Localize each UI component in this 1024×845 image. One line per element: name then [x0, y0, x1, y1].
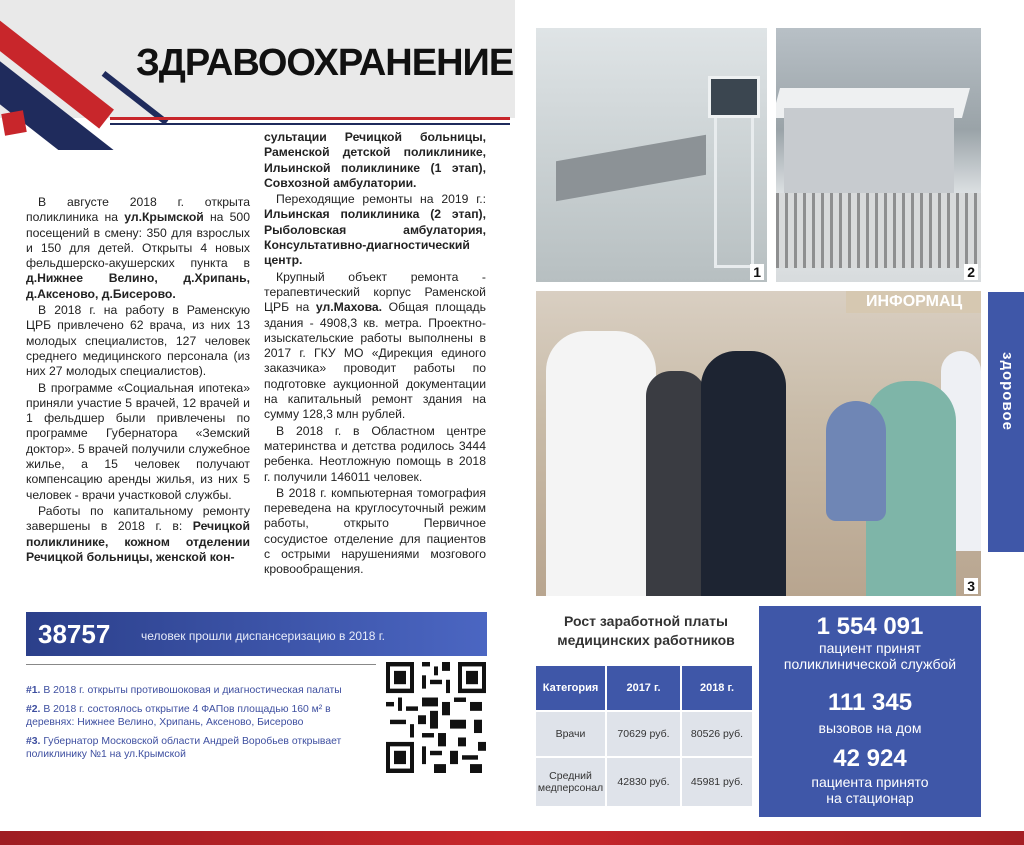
side-tab-label: здоровое [999, 352, 1016, 431]
photo-captions [26, 684, 378, 767]
stat-value: 42 924 [833, 745, 907, 772]
stat-value: 1 554 091 [816, 613, 924, 640]
stats-box [759, 606, 981, 817]
bottom-bar [0, 831, 1024, 845]
table-cell: 70629 руб. [607, 712, 680, 756]
table-cell: 80526 руб. [682, 712, 752, 756]
stat-value: 111 345 [827, 689, 913, 716]
paragraph: Переходящие ремонты на 2019 г.: Ильинская поликлиника (2 этап), Рыболовская амбулатория, Консультативно-диагностический центр. [264, 192, 486, 268]
column-header: Категория [536, 666, 605, 710]
table-header-row [536, 666, 754, 710]
paragraph: сультации Речицкой больницы, Раменской детской поликлинике, Ильинской поликлинике (1 этап), Совхозной амбулатории. [264, 130, 486, 190]
table-cell: 45981 руб. [682, 758, 752, 806]
paragraph: В программе «Социальная ипотека» приняли участие 5 врачей, 12 врачей и 1 фельдшер были привлечены по программе Губернатора «Земский доктор». 5 врачей получили служебное жилье, а 15 человек получают компенсацию аренды жилья, из них 5 человек - врачи участковой службы. [26, 380, 250, 502]
article-column-1 [26, 195, 250, 566]
banner-value: 38757 [38, 619, 111, 649]
section-title: ЗДРАВООХРАНЕНИЕ [136, 42, 514, 84]
photo-diagnostic-ward [536, 28, 767, 282]
photo-number: 2 [964, 264, 978, 280]
paragraph: Работы по капитальному ремонту завершены в 2018 г. в: Речицкой поликлинике, кожном отделении Речицкой больницы, женской кон- [26, 503, 250, 564]
table-row [536, 758, 754, 806]
photo-number: 1 [750, 264, 764, 280]
stat-block [759, 690, 981, 736]
stat-block [759, 746, 981, 806]
stat-desc: вызовов на дом [818, 720, 922, 736]
side-tab [988, 292, 1024, 552]
paragraph: Крупный объект ремонта - терапевтический корпус Раменской ЦРБ на ул.Махова. Общая площадь здания - 4908,3 кв. метра. Проектно-изыскательские работы выполнены в 2017 г. ГКУ МО «Дирекция единого заказчика» проводит работы по подготовке аукционной документации на капитальный ремонт здания на сумму 128,3 млн рублей. [264, 269, 486, 422]
caption: #2. В 2018 г. состоялось открытие 4 ФАПов площадью 160 м² в деревнях: Нижнее Велино, Хрипань, Аксеново, Бисерово [26, 704, 331, 728]
article-column-2 [264, 130, 486, 579]
photo-polyclinic-opening [536, 291, 981, 596]
stat-desc: пациент принят поликлинической службой [783, 640, 957, 672]
paragraph: В 2018 г. в Областном центре материнства и детства родилось 3444 ребенка. Неотложную помощь в 2018 г. получили 146011 человек. [264, 423, 486, 484]
banner-text: человек прошли диспансеризацию в 2018 г. [141, 629, 385, 643]
table-cell: Средний медперсонал [536, 758, 605, 806]
salary-table [536, 666, 754, 808]
stat-desc: пациента принято на стационар [811, 774, 929, 806]
paragraph: В 2018 г. компьютерная томография переведена на круглосуточный режим работы, открыто Первичное сосудистое отделение для пациентов с острыми нарушениями мозгового кровообращения. [264, 485, 486, 577]
stats-banner [26, 612, 487, 656]
column-header: 2017 г. [607, 666, 680, 710]
stat-block [759, 614, 981, 672]
caption: #1. В 2018 г. открыты противошоковая и диагностическая палаты [26, 685, 342, 696]
table-row [536, 712, 754, 756]
paragraph: В августе 2018 г. открыта поликлиника на ул.Крымской на 500 посещений в смену: 350 для взрослых и 150 для детей. Открыты 4 новых фельдшерско-акушерских пункта в д.Нижнее Велино, д.Хрипань, д.Аксеново, д.Бисерово. [26, 195, 250, 301]
photo-number: 3 [964, 578, 978, 594]
salary-table-title: Рост заработной платы медицинских работников [557, 613, 735, 648]
photo-fap-building [776, 28, 981, 282]
caption: #3. Губернатор Московской области Андрей Воробьев открывает поликлинику №1 на ул.Крымской [26, 736, 342, 760]
info-board-sign: ИНФОРМАЦ [846, 291, 981, 313]
table-cell: Врачи [536, 712, 605, 756]
table-cell: 42830 руб. [607, 758, 680, 806]
qr-code-icon[interactable] [386, 662, 486, 773]
column-header: 2018 г. [682, 666, 752, 710]
paragraph: В 2018 г. на работу в Раменскую ЦРБ привлечено 62 врача, из них 13 молодых специалистов, 127 человек среднего медицинского персонала (из них 27 молодых специалистов). [26, 303, 250, 379]
divider [26, 664, 376, 665]
